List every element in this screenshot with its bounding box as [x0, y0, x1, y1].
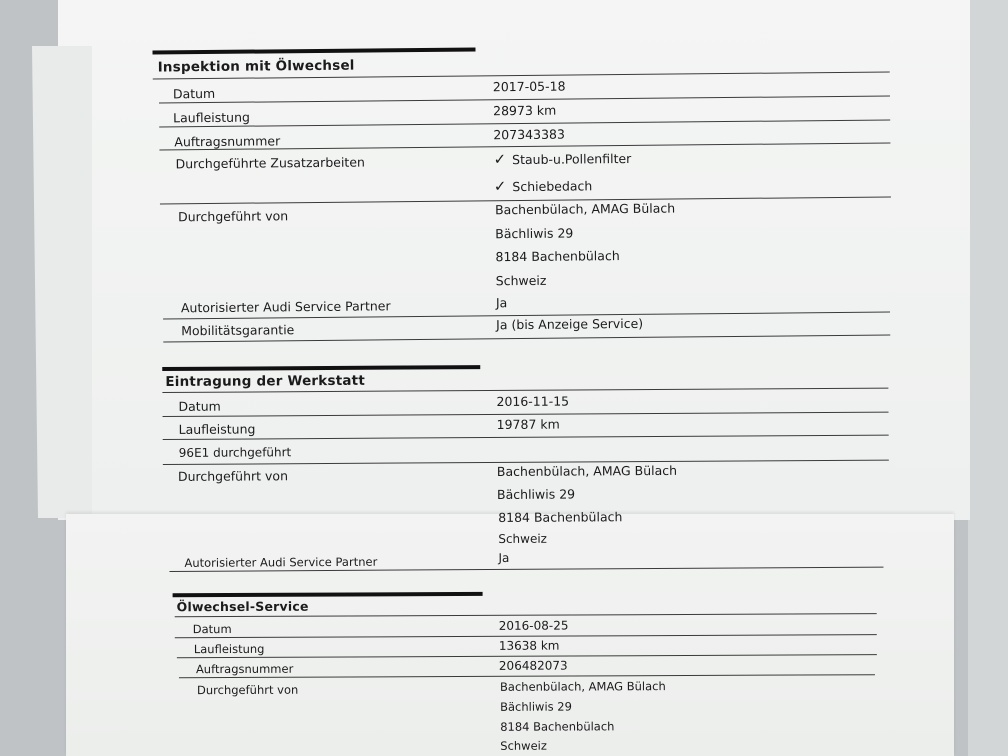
address-line: Schweiz: [500, 738, 547, 753]
address-line: Bächliwis 29: [495, 225, 574, 242]
laufleistung-label: Laufleistung: [193, 641, 265, 657]
durchgefuehrt-von-label: Durchgeführt von: [178, 208, 289, 225]
datum-label: Datum: [172, 85, 216, 102]
address-line: Bachenbülach, AMAG Bülach: [499, 679, 666, 694]
auftragsnummer-value: 206482073: [498, 658, 568, 673]
partner-value: Ja: [495, 295, 508, 311]
section-title-bar: [173, 592, 483, 597]
zusatz-item-text: Schiebedach: [512, 178, 593, 195]
checkmark-icon: ✓: [493, 150, 507, 169]
address-line: Bächliwis 29: [496, 486, 576, 502]
mobilitaetsgarantie-label: Mobilitätsgarantie: [181, 322, 295, 339]
section-title: Eintragung der Werkstatt: [165, 372, 366, 390]
laufleistung-value: 28973 km: [493, 102, 557, 119]
durchgefuehrt-von-label: Durchgeführt von: [177, 468, 289, 484]
address-line: 8184 Bachenbülach: [498, 509, 623, 525]
address-line: Schweiz: [498, 531, 547, 546]
mobilitaetsgarantie-value: Ja (bis Anzeige Service): [496, 315, 644, 333]
datum-value: 2016-11-15: [496, 393, 570, 409]
auftragsnummer-label: Auftragsnummer: [195, 661, 294, 677]
datum-value: 2016-08-25: [498, 618, 569, 633]
service-code-label: 96E1 durchgeführt: [178, 445, 292, 460]
laufleistung-label: Laufleistung: [173, 109, 250, 126]
laufleistung-label: Laufleistung: [178, 421, 256, 437]
address-line: Bachenbülach, AMAG Bülach: [494, 200, 676, 218]
partner-value: Ja: [498, 550, 510, 565]
address-line: Bächliwis 29: [500, 699, 572, 714]
auftragsnummer-label: Auftragsnummer: [174, 133, 281, 150]
address-line: 8184 Bachenbülach: [495, 248, 620, 265]
address-line: Bachenbülach, AMAG Bülach: [496, 462, 678, 479]
partner-label: Autorisierter Audi Service Partner: [184, 554, 378, 570]
address-line: 8184 Bachenbülach: [500, 719, 615, 734]
durchgefuehrt-von-label: Durchgeführt von: [196, 682, 299, 698]
section-title: Ölwechsel-Service: [176, 598, 309, 615]
section-title: Inspektion mit Ölwechsel: [157, 57, 355, 76]
zusatzarbeiten-label: Durchgeführte Zusatzarbeiten: [175, 154, 365, 172]
auftragsnummer-value: 207343383: [493, 126, 565, 143]
partner-label: Autorisierter Audi Service Partner: [180, 298, 391, 316]
zusatz-item-text: Staub-u.Pollenfilter: [512, 150, 632, 168]
laufleistung-value: 19787 km: [496, 416, 560, 432]
datum-value: 2017-05-18: [492, 78, 566, 95]
checkmark-icon: ✓: [493, 177, 507, 196]
address-line: Schweiz: [495, 272, 547, 289]
datum-label: Datum: [178, 398, 221, 414]
datum-label: Datum: [192, 621, 232, 637]
laufleistung-value: 13638 km: [498, 638, 560, 653]
